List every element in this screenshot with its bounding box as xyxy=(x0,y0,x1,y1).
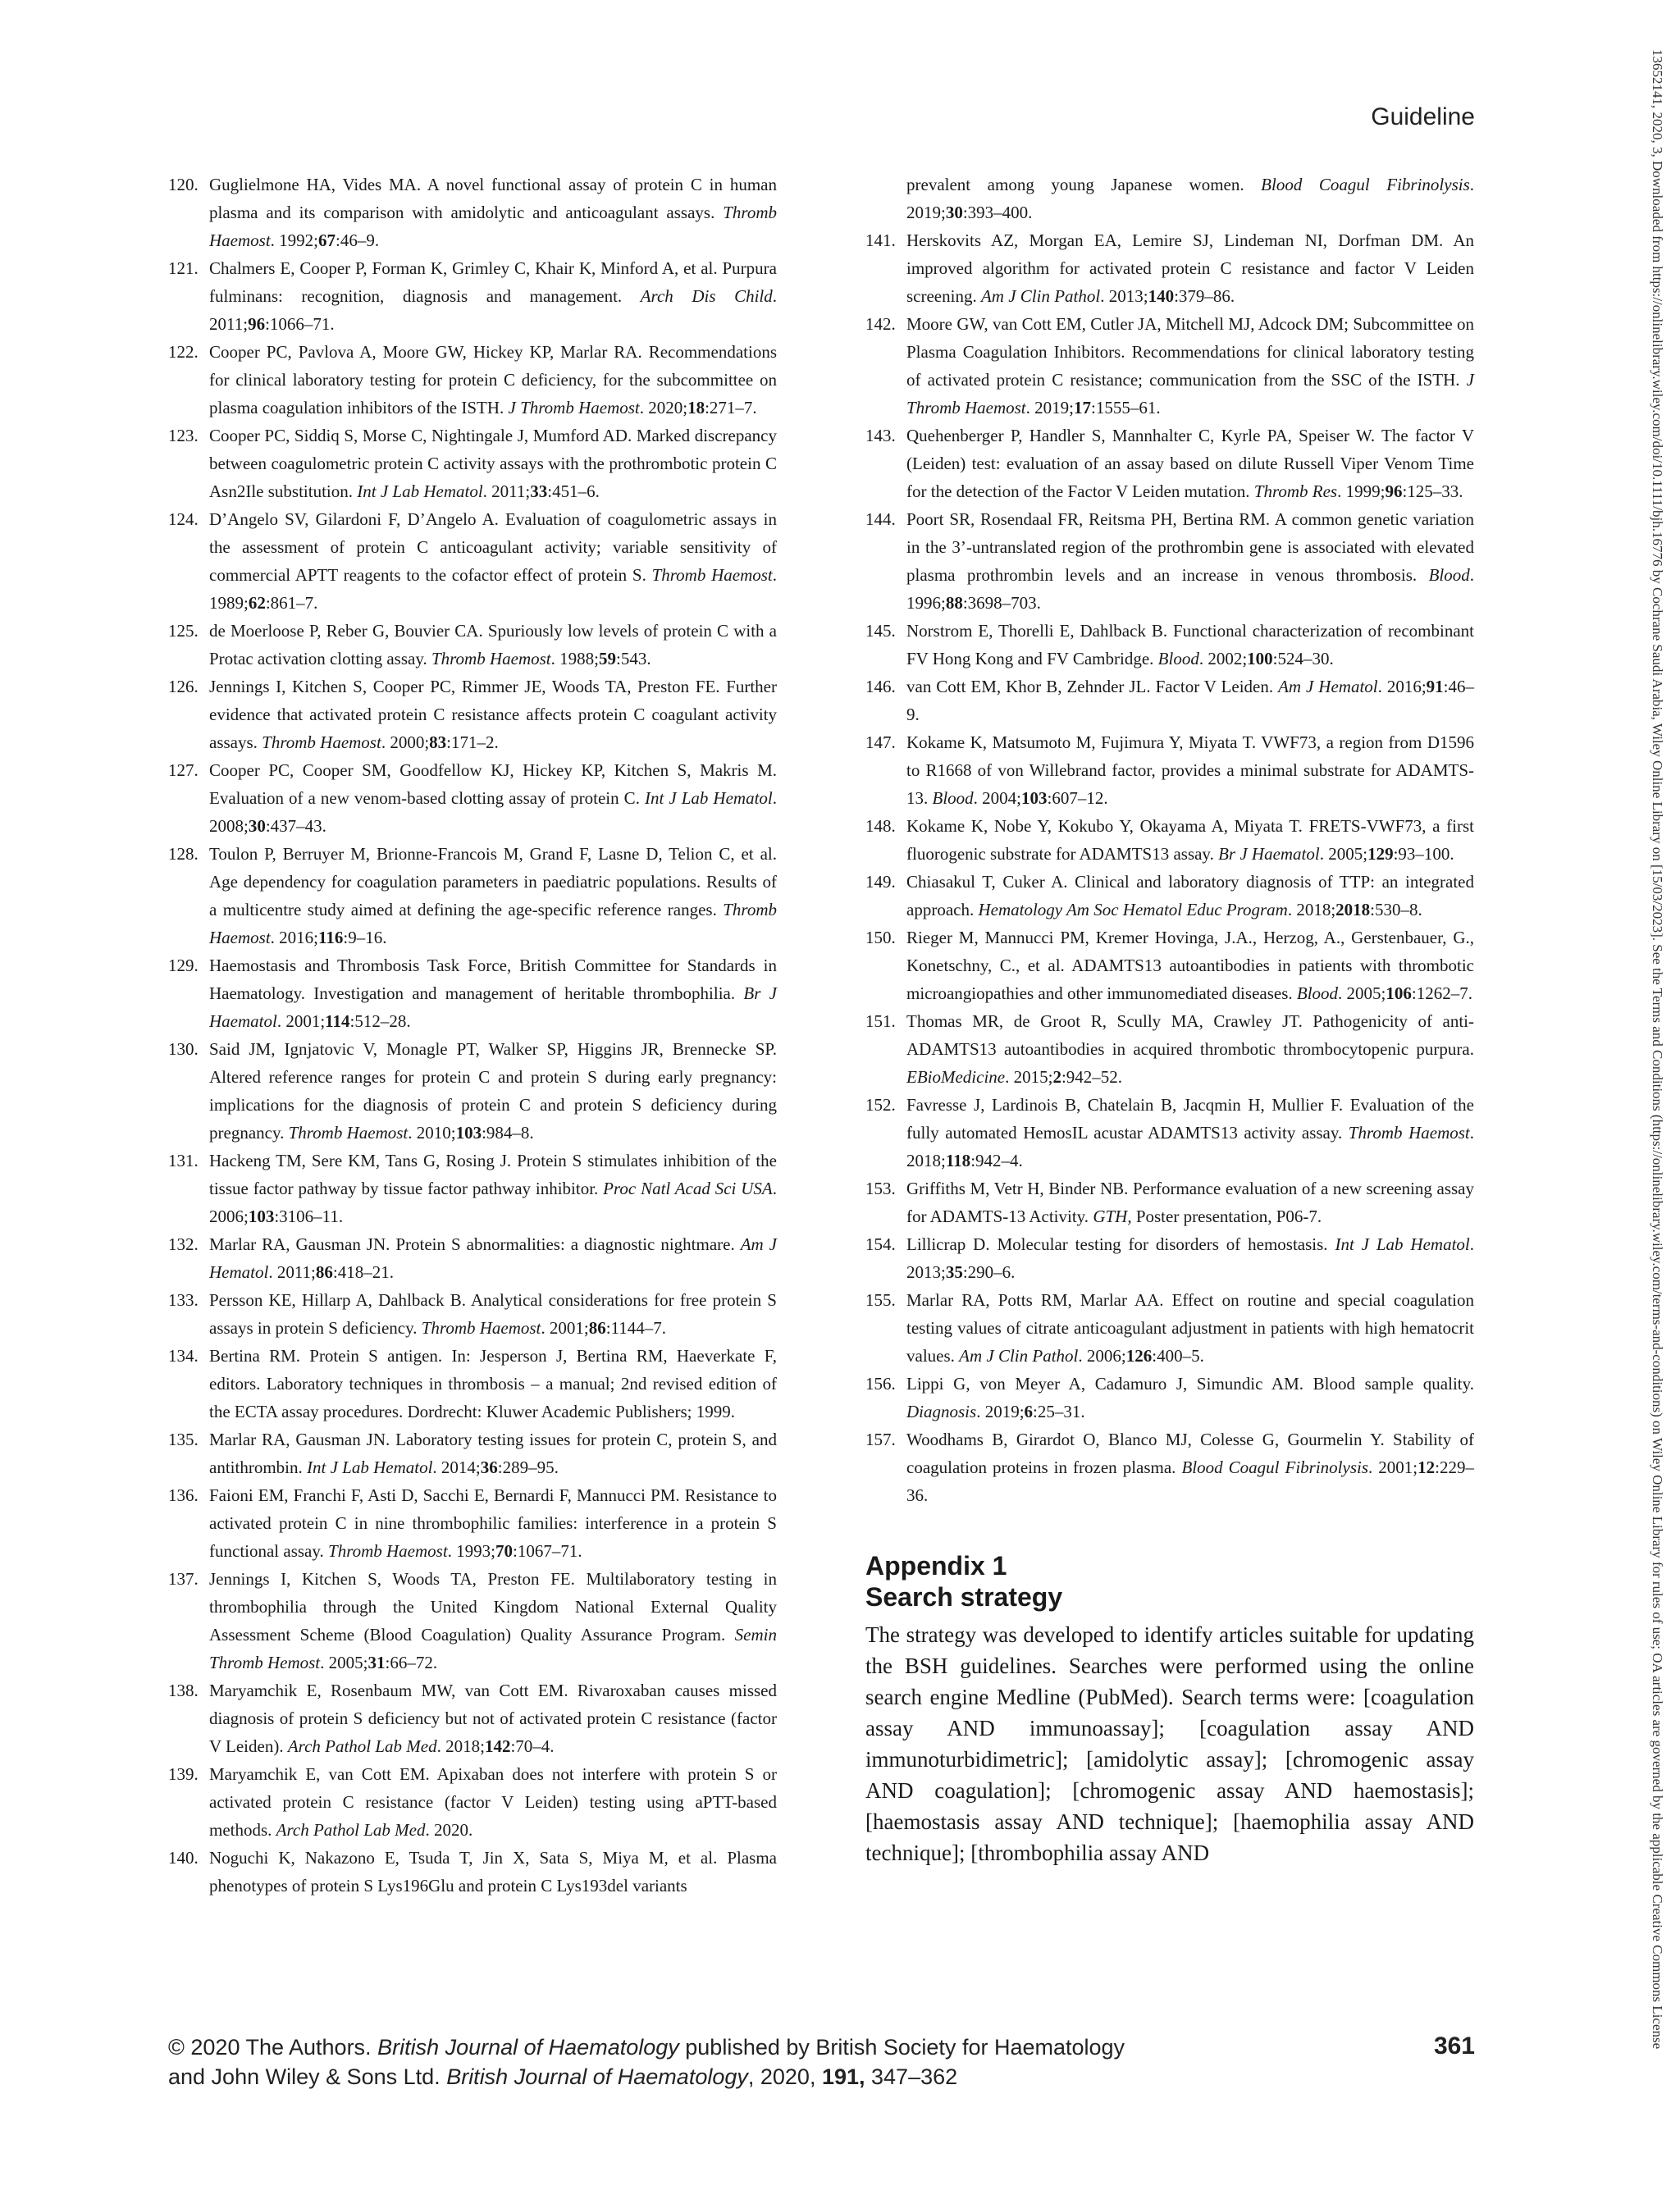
reference-number: 152. xyxy=(865,1095,896,1115)
reference-text: . 1992; xyxy=(270,230,319,250)
reference-text: Maryamchik E, van Cott EM. Apixaban does not interfere with protein S or activated protein C resistance (factor V Leiden) testing using aPTT-based methods. xyxy=(209,1764,777,1840)
reference-text: Kokame K, Nobe Y, Kokubo Y, Okayama A, Miyata T. FRETS-VWF73, a first fluorogenic substrate for ADAMTS13 assay. xyxy=(906,816,1474,864)
reference-item xyxy=(865,1007,1474,1091)
reference-text: . 1996; xyxy=(906,565,1474,613)
reference-volume: 86 xyxy=(315,1262,333,1282)
reference-volume: 33 xyxy=(530,481,548,501)
reference-volume: 31 xyxy=(368,1653,386,1672)
reference-number: 137. xyxy=(168,1569,199,1589)
reference-text: Chiasakul T, Cuker A. Clinical and laboratory diagnosis of TTP: an integrated approach. xyxy=(906,872,1474,919)
reference-text: Poort SR, Rosendaal FR, Reitsma PH, Bertina RM. A common genetic variation in the 3’-untranslated region of the prothrombin gene is associated with elevated plasma prothrombin levels and an increase in venous thrombosis. xyxy=(906,509,1474,585)
reference-volume: 35 xyxy=(945,1262,963,1282)
reference-journal: Arch Pathol Lab Med xyxy=(276,1820,426,1840)
reference-text: . 2015; xyxy=(1005,1067,1053,1087)
reference-pages: :290–6. xyxy=(962,1262,1016,1282)
reference-text: Guglielmone HA, Vides MA. A novel functional assay of protein C in human plasma and its comparison with amidolytic and anticoagulant assays. xyxy=(209,175,777,222)
reference-number: 143. xyxy=(865,426,896,445)
reference-journal: GTH, xyxy=(1093,1207,1132,1226)
reference-volume: 142 xyxy=(484,1736,511,1756)
reference-pages: :942–52. xyxy=(1061,1067,1123,1087)
reference-journal: Br J Haematol xyxy=(209,983,777,1031)
reference-number: 139. xyxy=(168,1764,199,1784)
reference-number: 148. xyxy=(865,816,896,836)
reference-number: 133. xyxy=(168,1290,199,1310)
reference-journal: Am J Clin Pathol xyxy=(980,286,1101,306)
reference-journal: Arch Pathol Lab Med xyxy=(287,1736,437,1756)
reference-text: Cooper PC, Pavlova A, Moore GW, Hickey KP, Marlar RA. Recommendations for clinical laboratory testing for protein C deficiency, for the subcommittee on plasma coagulation inhibitors of the ISTH. xyxy=(209,342,777,417)
download-side-note: 13652141, 2020, 3, Downloaded from https://onlinelibrary.wiley.com/doi/10.1111/bjh.16776 by Cochrane Saudi Arabia, Wiley Online Library on [15/03/2023]. See the Terms and Conditions (https://onlinelibrary.wiley.com/terms-and-conditions) on Wiley Online Library for rules of use; OA articles are governed by the applicable Creative Commons License xyxy=(1650,49,1665,2050)
reference-volume: 2 xyxy=(1052,1067,1061,1087)
reference-volume: 83 xyxy=(429,732,447,752)
reference-journal: Thromb Haemost xyxy=(1348,1123,1470,1143)
reference-item xyxy=(168,673,777,756)
reference-journal: Br J Haematol xyxy=(1218,844,1320,864)
reference-text: Maryamchik E, Rosenbaum MW, van Cott EM. Rivaroxaban causes missed diagnosis of protein S deficiency but not of activated protein C resistance (factor V Leiden). xyxy=(209,1681,777,1756)
reference-journal: Thromb Haemost xyxy=(651,565,773,585)
reference-text: Bertina RM. Protein S antigen. In: Jesperson J, Bertina RM, Haeverkate F, editors. Laboratory techniques in thrombosis – a manual; 2nd revised edition of the ECTA assay procedures. Dordrecht: Kluwer Academic Publishers; 1999. xyxy=(209,1346,777,1421)
reference-number: 135. xyxy=(168,1430,199,1449)
reference-number: 136. xyxy=(168,1485,199,1505)
reference-text: Marlar RA, Gausman JN. Protein S abnormalities: a diagnostic nightmare. xyxy=(209,1234,741,1254)
reference-number: 131. xyxy=(168,1151,199,1170)
reference-text: Marlar RA, Gausman JN. Laboratory testing issues for protein C, protein S, and antithrombin. xyxy=(209,1430,777,1477)
reference-number: 122. xyxy=(168,342,199,362)
reference-pages: :229–36. xyxy=(906,1458,1474,1505)
reference-item xyxy=(865,171,1474,226)
reference-text: . 2019; xyxy=(906,175,1475,222)
reference-text: Faioni EM, Franchi F, Asti D, Sacchi E, Bernardi F, Mannucci PM. Resistance to activated protein C in nine thrombophilic families: interference in a protein S functional assay. xyxy=(209,1485,777,1561)
reference-volume: 17 xyxy=(1074,398,1091,417)
reference-journal: Thromb Haemost xyxy=(209,203,777,250)
reference-number: 149. xyxy=(865,872,896,892)
reference-journal: Am J Clin Pathol xyxy=(959,1346,1079,1366)
reference-journal: Blood Coagul Fibrinolysis xyxy=(1181,1458,1369,1477)
reference-number: 150. xyxy=(865,928,896,947)
reference-number: 125. xyxy=(168,621,199,641)
reference-item xyxy=(168,840,777,951)
reference-number: 145. xyxy=(865,621,896,641)
reference-volume: 30 xyxy=(248,816,266,836)
reference-number: 128. xyxy=(168,844,199,864)
reference-item xyxy=(168,951,777,1035)
reference-item xyxy=(865,1230,1474,1286)
references-left-column xyxy=(168,171,777,1900)
reference-text: Kokame K, Matsumoto M, Fujimura Y, Miyata T. VWF73, a region from D1596 to R1668 of von Willebrand factor, provides a minimal substrate for ADAMTS-13. xyxy=(906,732,1474,808)
reference-item xyxy=(168,617,777,673)
reference-text: . 2019; xyxy=(976,1402,1025,1421)
reference-volume: 2018 xyxy=(1335,900,1371,919)
reference-text: de Moerloose P, Reber G, Bouvier CA. Spuriously low levels of protein C with a Protac activation clotting assay. xyxy=(209,621,777,668)
reference-pages: :379–86. xyxy=(1174,286,1235,306)
reference-pages: :25–31. xyxy=(1033,1402,1085,1421)
reference-volume: 96 xyxy=(248,314,266,334)
running-head: Guideline xyxy=(1371,103,1475,130)
reference-number: 127. xyxy=(168,760,199,780)
footer-line-2: and John Wiley & Sons Ltd. British Journal of Haematology, 2020, 191, 347–362 xyxy=(168,2064,958,2089)
reference-volume: 100 xyxy=(1247,649,1273,668)
reference-journal: Thromb Haemost xyxy=(209,900,777,947)
reference-pages: :543. xyxy=(615,649,651,668)
reference-number: 140. xyxy=(168,1848,199,1868)
reference-volume: 140 xyxy=(1148,286,1175,306)
reference-pages: :3106–11. xyxy=(274,1207,344,1226)
reference-volume: 6 xyxy=(1024,1402,1034,1421)
reference-pages: :9–16. xyxy=(343,928,387,947)
reference-journal: EBioMedicine xyxy=(906,1067,1006,1087)
reference-text: . 2005; xyxy=(1319,844,1368,864)
reference-pages: :400–5. xyxy=(1152,1346,1204,1366)
reference-text: prevalent among young Japanese women. xyxy=(906,175,1262,194)
reference-item xyxy=(865,924,1474,1007)
reference-item xyxy=(168,756,777,840)
reference-journal: Semin Thromb Hemost xyxy=(209,1625,777,1672)
reference-pages: :271–7. xyxy=(705,398,757,417)
appendix-subtitle: Search strategy xyxy=(865,1582,1063,1612)
reference-text: . 1989; xyxy=(209,565,777,613)
reference-volume: 114 xyxy=(325,1011,350,1031)
reference-text: Noguchi K, Nakazono E, Tsuda T, Jin X, Sata S, Miya M, et al. Plasma phenotypes of protein S Lys196Glu and protein C Lys193del variants xyxy=(209,1848,777,1896)
reference-number: 155. xyxy=(865,1290,896,1310)
references-right-column xyxy=(865,171,1474,1868)
reference-text: . 2014; xyxy=(432,1458,481,1477)
reference-journal: Thromb Haemost xyxy=(262,732,381,752)
reference-item xyxy=(168,1035,777,1147)
reference-volume: 62 xyxy=(248,593,266,613)
reference-text: . 2020. xyxy=(425,1820,473,1840)
reference-volume: 106 xyxy=(1386,983,1412,1003)
reference-journal: Blood xyxy=(1428,565,1470,585)
reference-volume: 103 xyxy=(1021,788,1048,808)
reference-item xyxy=(168,1677,777,1760)
reference-pages: :512–28. xyxy=(349,1011,411,1031)
reference-pages: :66–72. xyxy=(385,1653,438,1672)
reference-text: Jennings I, Kitchen S, Woods TA, Preston FE. Multilaboratory testing in thrombophilia through the United Kingdom National External Quality Assessment Scheme (Blood Coagulation) Quality Assurance Program. xyxy=(209,1569,777,1645)
reference-item xyxy=(865,812,1474,868)
reference-number: 130. xyxy=(168,1039,199,1059)
reference-journal: Thromb Haemost xyxy=(328,1541,448,1561)
reference-number: 151. xyxy=(865,1011,896,1031)
reference-volume: 12 xyxy=(1418,1458,1436,1477)
reference-journal: Int J Lab Hematol xyxy=(307,1458,433,1477)
reference-volume: 59 xyxy=(598,649,616,668)
reference-item xyxy=(168,422,777,505)
reference-text: van Cott EM, Khor B, Zehnder JL. Factor V Leiden. xyxy=(906,677,1279,696)
page-number: 361 xyxy=(1433,2032,1475,2060)
reference-volume: 129 xyxy=(1367,844,1394,864)
reference-item xyxy=(865,1286,1474,1370)
reference-volume: 18 xyxy=(687,398,705,417)
reference-text: . 1988; xyxy=(550,649,599,668)
reference-item xyxy=(168,1286,777,1342)
reference-text: . 2002; xyxy=(1198,649,1248,668)
reference-pages: :1262–7. xyxy=(1411,983,1472,1003)
reference-text: . 1999; xyxy=(1337,481,1386,501)
reference-item xyxy=(865,1370,1474,1426)
reference-pages: :524–30. xyxy=(1272,649,1334,668)
reference-text: Cooper PC, Siddiq S, Morse C, Nightingale J, Mumford AD. Marked discrepancy between coagulometric protein C activity assays with the prothrombotic protein C Asn2Ile substitution. xyxy=(209,426,777,501)
reference-pages: :1555–61. xyxy=(1091,398,1161,417)
reference-text: Chalmers E, Cooper P, Forman K, Grimley C, Khair K, Minford A, et al. Purpura fulminans: recognition, diagnosis and management. xyxy=(209,258,777,306)
reference-pages: :46–9. xyxy=(336,230,380,250)
reference-item xyxy=(168,171,777,254)
reference-text: . 2018; xyxy=(906,1123,1474,1170)
reference-item xyxy=(865,728,1474,812)
reference-text: . 2011; xyxy=(268,1262,316,1282)
reference-journal: Am J Hematol xyxy=(209,1234,777,1282)
reference-text: Herskovits AZ, Morgan EA, Lemire SJ, Lindeman NI, Dorfman DM. An improved algorithm for activated protein C resistance and factor V Leiden screening. xyxy=(906,230,1474,306)
reference-item xyxy=(865,1175,1474,1230)
reference-journal: Am J Hematol xyxy=(1278,677,1378,696)
reference-volume: 67 xyxy=(318,230,336,250)
reference-text: . 2000; xyxy=(381,732,430,752)
reference-journal: Blood xyxy=(1296,983,1339,1003)
reference-journal: Hematology Am Soc Hematol Educ Program xyxy=(978,900,1288,919)
reference-text: . 2006; xyxy=(1078,1346,1126,1366)
reference-text: Rieger M, Mannucci PM, Kremer Hovinga, J.A., Herzog, A., Gerstenbauer, G., Konetschny, C., et al. ADAMTS13 autoantibodies in patients with thrombotic microangiopathies and other immunomediated diseases. xyxy=(906,928,1474,1003)
reference-item xyxy=(865,673,1474,728)
reference-text: Haemostasis and Thrombosis Task Force, British Committee for Standards in Haematology. Investigation and management of heritable thrombophilia. xyxy=(209,956,777,1003)
reference-text: Norstrom E, Thorelli E, Dahlback B. Functional characterization of recombinant FV Hong Kong and FV Cambridge. xyxy=(906,621,1474,668)
appendix-title: Appendix 1 xyxy=(865,1551,1007,1581)
reference-journal: Blood Coagul Fibrinolysis xyxy=(1261,175,1470,194)
reference-item xyxy=(168,338,777,422)
reference-volume: 96 xyxy=(1385,481,1403,501)
reference-volume: 103 xyxy=(455,1123,482,1143)
reference-pages: :70–4. xyxy=(510,1736,555,1756)
reference-pages: :437–43. xyxy=(265,816,326,836)
reference-text: . 2001; xyxy=(1368,1458,1418,1477)
reference-item xyxy=(168,1760,777,1844)
reference-number: 146. xyxy=(865,677,896,696)
reference-text: . 2005; xyxy=(320,1653,368,1672)
reference-text: Griffiths M, Vetr H, Binder NB. Performance evaluation of a new screening assay for ADAMTS-13 Activity. xyxy=(906,1179,1474,1226)
footer-copyright xyxy=(168,2032,1474,2092)
reference-item xyxy=(865,868,1474,924)
reference-volume: 103 xyxy=(248,1207,275,1226)
reference-number: 134. xyxy=(168,1346,199,1366)
reference-item xyxy=(168,1426,777,1481)
reference-number: 144. xyxy=(865,509,896,529)
reference-pages: :861–7. xyxy=(265,593,318,613)
reference-number: 132. xyxy=(168,1234,199,1254)
reference-journal: Int J Lab Hematol xyxy=(644,788,773,808)
appendix-section xyxy=(865,1550,1474,1868)
reference-journal: Thromb Haemost xyxy=(431,649,551,668)
reference-item xyxy=(168,1481,777,1565)
reference-pages: :125–33. xyxy=(1402,481,1463,501)
footer-line-1: © 2020 The Authors. British Journal of Haematology published by British Society for Haematology xyxy=(168,2035,1125,2060)
reference-journal: Int J Lab Hematol xyxy=(1335,1234,1470,1254)
reference-text: . 2001; xyxy=(276,1011,326,1031)
reference-item xyxy=(865,617,1474,673)
reference-journal: Proc Natl Acad Sci USA xyxy=(603,1179,773,1198)
reference-text: . 2016; xyxy=(1377,677,1427,696)
reference-pages: :171–2. xyxy=(446,732,499,752)
reference-item xyxy=(168,1844,777,1900)
reference-journal: Diagnosis xyxy=(906,1402,977,1421)
reference-item xyxy=(168,505,777,617)
reference-number: 124. xyxy=(168,509,199,529)
reference-journal: Blood xyxy=(932,788,974,808)
reference-pages: :984–8. xyxy=(482,1123,534,1143)
appendix-body: The strategy was developed to identify articles suitable for updating the BSH guidelines. Searches were performed using the online search engine Medline (PubMed). Search terms were: [coagulation assay AND immunoassay]; [coagulation assay AND immunoturbidimetric]; [amidolytic assay]; [chromogenic assay AND coagulation]; [chromogenic assay AND haemostasis]; [haemostasis assay AND technique]; [haemophilia assay AND technique]; [thrombophilia assay AND xyxy=(865,1622,1474,1865)
reference-item xyxy=(865,1091,1474,1175)
reference-text: . 2018; xyxy=(436,1736,485,1756)
reference-text: . 2018; xyxy=(1287,900,1336,919)
reference-text: . 2006; xyxy=(209,1179,777,1226)
reference-pages: :607–12. xyxy=(1047,788,1108,808)
reference-text: Hackeng TM, Sere KM, Tans G, Rosing J. Protein S stimulates inhibition of the tissue factor pathway by tissue factor pathway inhibitor. xyxy=(209,1151,777,1198)
reference-item xyxy=(168,1230,777,1286)
reference-pages: :451–6. xyxy=(547,481,600,501)
reference-journal: Int J Lab Hematol xyxy=(357,481,483,501)
reference-text: . 2005; xyxy=(1338,983,1386,1003)
reference-item xyxy=(865,1426,1474,1509)
reference-text: . 2011; xyxy=(482,481,531,501)
reference-journal: J Thromb Haemost xyxy=(508,398,640,417)
reference-volume: 126 xyxy=(1125,1346,1153,1366)
reference-pages: :1066–71. xyxy=(265,314,335,334)
reference-pages: :93–100. xyxy=(1393,844,1454,864)
reference-number: 142. xyxy=(865,314,896,334)
reference-pages: :1144–7. xyxy=(605,1318,667,1338)
reference-item xyxy=(865,226,1474,310)
reference-item xyxy=(168,1147,777,1230)
reference-text: . 1993; xyxy=(447,1541,496,1561)
reference-pages: :46–9. xyxy=(906,677,1475,724)
reference-item xyxy=(168,1342,777,1426)
reference-text: Marlar RA, Potts RM, Marlar AA. Effect on routine and special coagulation testing values of citrate anticoagulant adjustment in patients with high hematocrit values. xyxy=(906,1290,1474,1366)
reference-volume: 86 xyxy=(588,1318,606,1338)
reference-pages: :942–4. xyxy=(970,1151,1023,1170)
reference-number: 120. xyxy=(168,175,199,194)
reference-text: D’Angelo SV, Gilardoni F, D’Angelo A. Evaluation of coagulometric assays in the assessment of protein C anticoagulant activity; variable sensitivity of commercial APTT reagents to the cofactor effect of protein S. xyxy=(209,509,777,585)
reference-journal: Arch Dis Child xyxy=(640,286,773,306)
reference-pages: :530–8. xyxy=(1370,900,1422,919)
reference-text: Thomas MR, de Groot R, Scully MA, Crawley JT. Pathogenicity of anti-ADAMTS13 autoantibodies in acquired thrombotic thrombocytopenic purpura. xyxy=(906,1011,1474,1059)
reference-text: Said JM, Ignjatovic V, Monagle PT, Walker SP, Higgins JR, Brennecke SP. Altered reference ranges for protein C and protein S during early pregnancy: implications for the diagnosis of protein C and protein S deficiency during pregnancy. xyxy=(209,1039,777,1143)
reference-volume: 36 xyxy=(480,1458,498,1477)
reference-journal: Thromb Haemost xyxy=(288,1123,409,1143)
reference-text: . 2013; xyxy=(1100,286,1148,306)
reference-text: . 2016; xyxy=(270,928,319,947)
reference-volume: 118 xyxy=(945,1151,971,1170)
reference-journal: Blood xyxy=(1157,649,1199,668)
reference-number: 153. xyxy=(865,1179,896,1198)
reference-text: . 2019; xyxy=(1025,398,1074,417)
reference-volume: 88 xyxy=(945,593,963,613)
reference-item xyxy=(168,1565,777,1677)
reference-number: 154. xyxy=(865,1234,896,1254)
reference-journal: Thromb Res xyxy=(1253,481,1338,501)
reference-text: Quehenberger P, Handler S, Mannhalter C, Kyrle PA, Speiser W. The factor V (Leiden) test: evaluation of an assay based on dilute Russell Viper Venom Time for the detection of the Factor V Leiden mutation. xyxy=(906,426,1474,501)
reference-number: 156. xyxy=(865,1374,896,1394)
reference-text: Favresse J, Lardinois B, Chatelain B, Jacqmin H, Mullier F. Evaluation of the fully automated HemosIL acustar ADAMTS13 activity assay. xyxy=(906,1095,1474,1143)
reference-pages: :3698–703. xyxy=(962,593,1041,613)
reference-pages: :418–21. xyxy=(332,1262,394,1282)
reference-number: 126. xyxy=(168,677,199,696)
reference-journal: J Thromb Haemost xyxy=(906,370,1474,417)
reference-volume: 91 xyxy=(1426,677,1444,696)
reference-pages: :393–400. xyxy=(962,203,1033,222)
reference-number: 147. xyxy=(865,732,896,752)
reference-item xyxy=(865,422,1474,505)
reference-number: 141. xyxy=(865,230,896,250)
reference-number: 121. xyxy=(168,258,199,278)
reference-text: . 2020; xyxy=(639,398,688,417)
reference-volume: 116 xyxy=(318,928,344,947)
reference-journal: Thromb Haemost xyxy=(421,1318,541,1338)
reference-text: Lillicrap D. Molecular testing for disorders of hemostasis. xyxy=(906,1234,1335,1254)
reference-text: Toulon P, Berruyer M, Brionne-Francois M, Grand F, Lasne D, Telion C, et al. Age dependency for coagulation parameters in paediatric populations. Results of a multicentre study aimed at defining the age-specific reference ranges. xyxy=(209,844,777,919)
reference-text: . 2011; xyxy=(209,286,778,334)
reference-number: 157. xyxy=(865,1430,896,1449)
reference-text: Woodhams B, Girardot O, Blanco MJ, Colesse G, Gourmelin Y. Stability of coagulation proteins in frozen plasma. xyxy=(906,1430,1474,1477)
reference-number: 129. xyxy=(168,956,199,975)
reference-text: . 2001; xyxy=(541,1318,589,1338)
reference-number: 123. xyxy=(168,426,199,445)
reference-pages: :1067–71. xyxy=(513,1541,582,1561)
reference-number: 138. xyxy=(168,1681,199,1700)
reference-text: . 2013; xyxy=(906,1234,1474,1282)
reference-text: Moore GW, van Cott EM, Cutler JA, Mitchell MJ, Adcock DM; Subcommittee on Plasma Coagulation Inhibitors. Recommendations for clinical laboratory testing of activated protein C resistance; communication from the SSC of the ISTH. xyxy=(906,314,1474,390)
reference-text: Poster presentation, P06-7. xyxy=(1131,1207,1322,1226)
reference-item xyxy=(865,310,1474,422)
reference-volume: 30 xyxy=(945,203,963,222)
reference-volume: 70 xyxy=(495,1541,514,1561)
reference-text: . 2010; xyxy=(408,1123,456,1143)
reference-pages: :289–95. xyxy=(497,1458,559,1477)
reference-text: . 2004; xyxy=(973,788,1022,808)
reference-text: Jennings I, Kitchen S, Cooper PC, Rimmer JE, Woods TA, Preston FE. Further evidence that activated protein C resistance affects protein C coagulant activity assays. xyxy=(209,677,777,752)
reference-item xyxy=(168,254,777,338)
reference-text: Persson KE, Hillarp A, Dahlback B. Analytical considerations for free protein S assays in protein S deficiency. xyxy=(209,1290,777,1338)
reference-item xyxy=(865,505,1474,617)
reference-text: . 2008; xyxy=(209,788,777,836)
reference-text: Cooper PC, Cooper SM, Goodfellow KJ, Hickey KP, Kitchen S, Makris M. Evaluation of a new venom-based clotting assay of protein C. xyxy=(209,760,777,808)
reference-text: Lippi G, von Meyer A, Cadamuro J, Simundic AM. Blood sample quality. xyxy=(906,1374,1474,1394)
